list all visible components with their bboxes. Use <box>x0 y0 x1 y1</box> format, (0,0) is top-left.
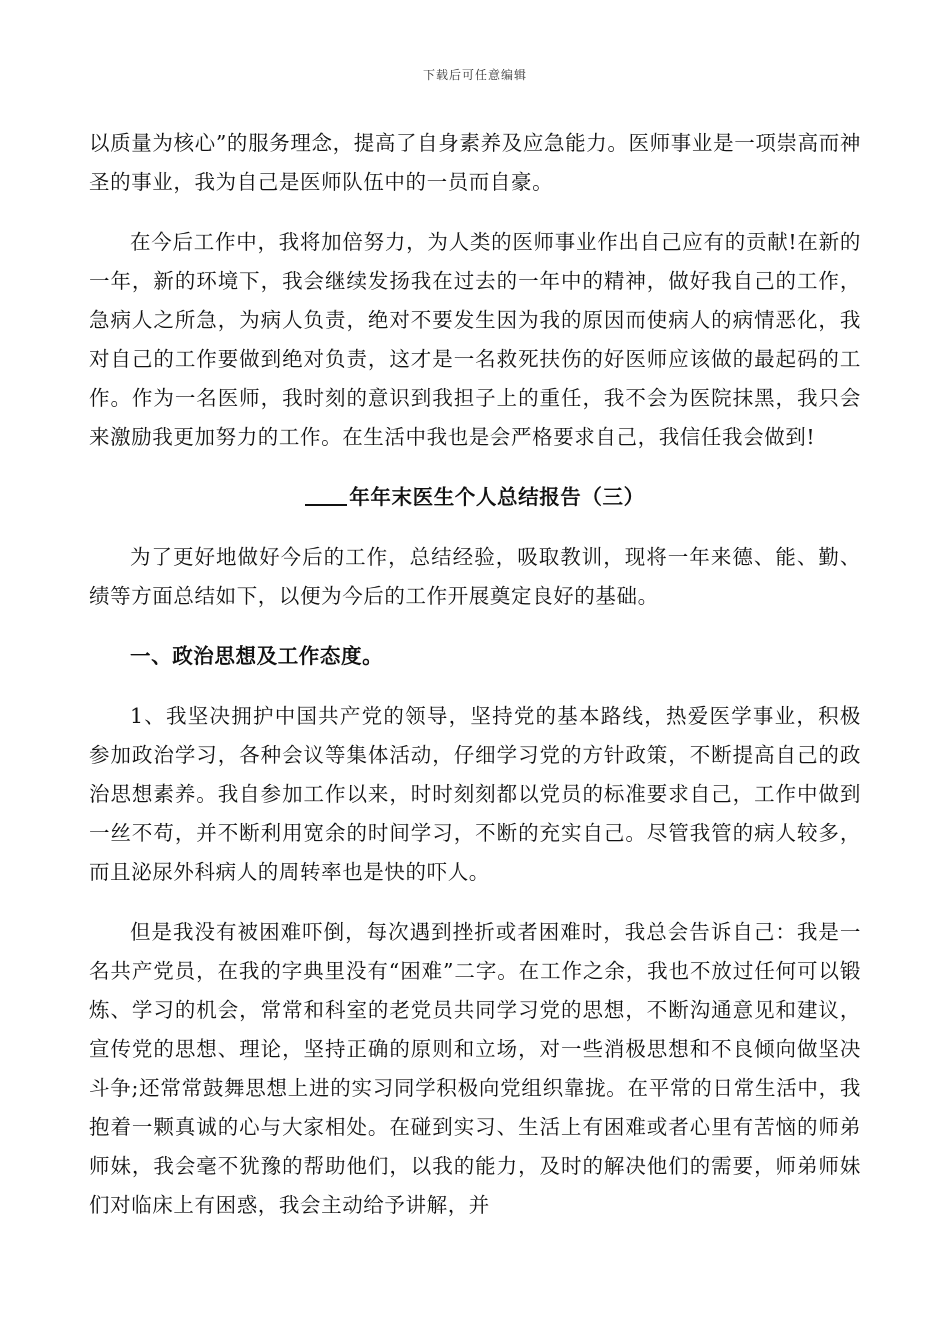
document-body <box>89 124 861 1246</box>
paragraph: 在今后工作中，我将加倍努力，为人类的医师事业作出自己应有的贡献!在新的一年，新的环境下，我会继续发扬我在过去的一年中的精神，做好我自己的工作，急病人之所急，为病人负责，绝对不要发生因为我的原因而使病人的病情恶化，我对自己的工作要做到绝对负责，这才是一名救死扶伤的好医师应该做的最起码的工作。作为一名医师，我时刻的意识到我担子上的重任，我不会为医院抹黑，我只会来激励我更加努力的工作。在生活中我也是会严格要求自己，我信任我会做到! <box>89 230 861 449</box>
section-title <box>89 478 861 517</box>
paragraph: 为了更好地做好今后的工作，总结经验，吸取教训，现将一年来德、能、勤、绩等方面总结如下，以便为今后的工作开展奠定良好的基础。 <box>89 545 861 608</box>
subsection-heading: 一、政治思想及工作态度。 <box>130 644 384 668</box>
paragraph-continued: 以质量为核心”的服务理念，提高了自身素养及应急能力。医师事业是一项崇高而神圣的事业，我为自己是医师队伍中的一员而自豪。 <box>89 131 861 194</box>
section-title-text: 年年末医生个人总结报告（三） <box>349 485 645 509</box>
paragraph: 但是我没有被困难吓倒，每次遇到挫折或者困难时，我总会告诉自己：我是一名共产党员，在我的字典里没有“困难”二字。在工作之余，我也不放过任何可以锻炼、学习的机会，常常和科室的老党员共同学习党的思想，不断沟通意见和建议，宣传党的思想、理论，坚持正确的原则和立场，对一些消极思想和不良倾向做坚决斗争;还常常鼓舞思想上进的实习同学积极向党组织靠拢。在平常的日常生活中，我抱着一颗真诚的心与大家相处。在碰到实习、生活上有困难或者心里有苦恼的师弟师妹，我会毫不犹豫的帮助他们，以我的能力，及时的解决他们的需要，师弟师妹们对临床上有困惑，我会主动给予讲解，并 <box>89 920 861 1217</box>
page-header: 下载后可任意编辑 <box>422 68 527 82</box>
title-blank-line <box>305 484 347 506</box>
paragraph: 1、我坚决拥护中国共产党的领导，坚持党的基本路线，热爱医学事业，积极参加政治学习，各种会议等集体活动，仔细学习党的方针政策，不断提高自己的政治思想素养。我自参加工作以来，时时刻刻都以党员的标准要求自己，工作中做到一丝不苟，并不断利用宽余的时间学习，不断的充实自己。尽管我管的病人较多，而且泌尿外科病人的周转率也是快的吓人。 <box>89 704 861 884</box>
